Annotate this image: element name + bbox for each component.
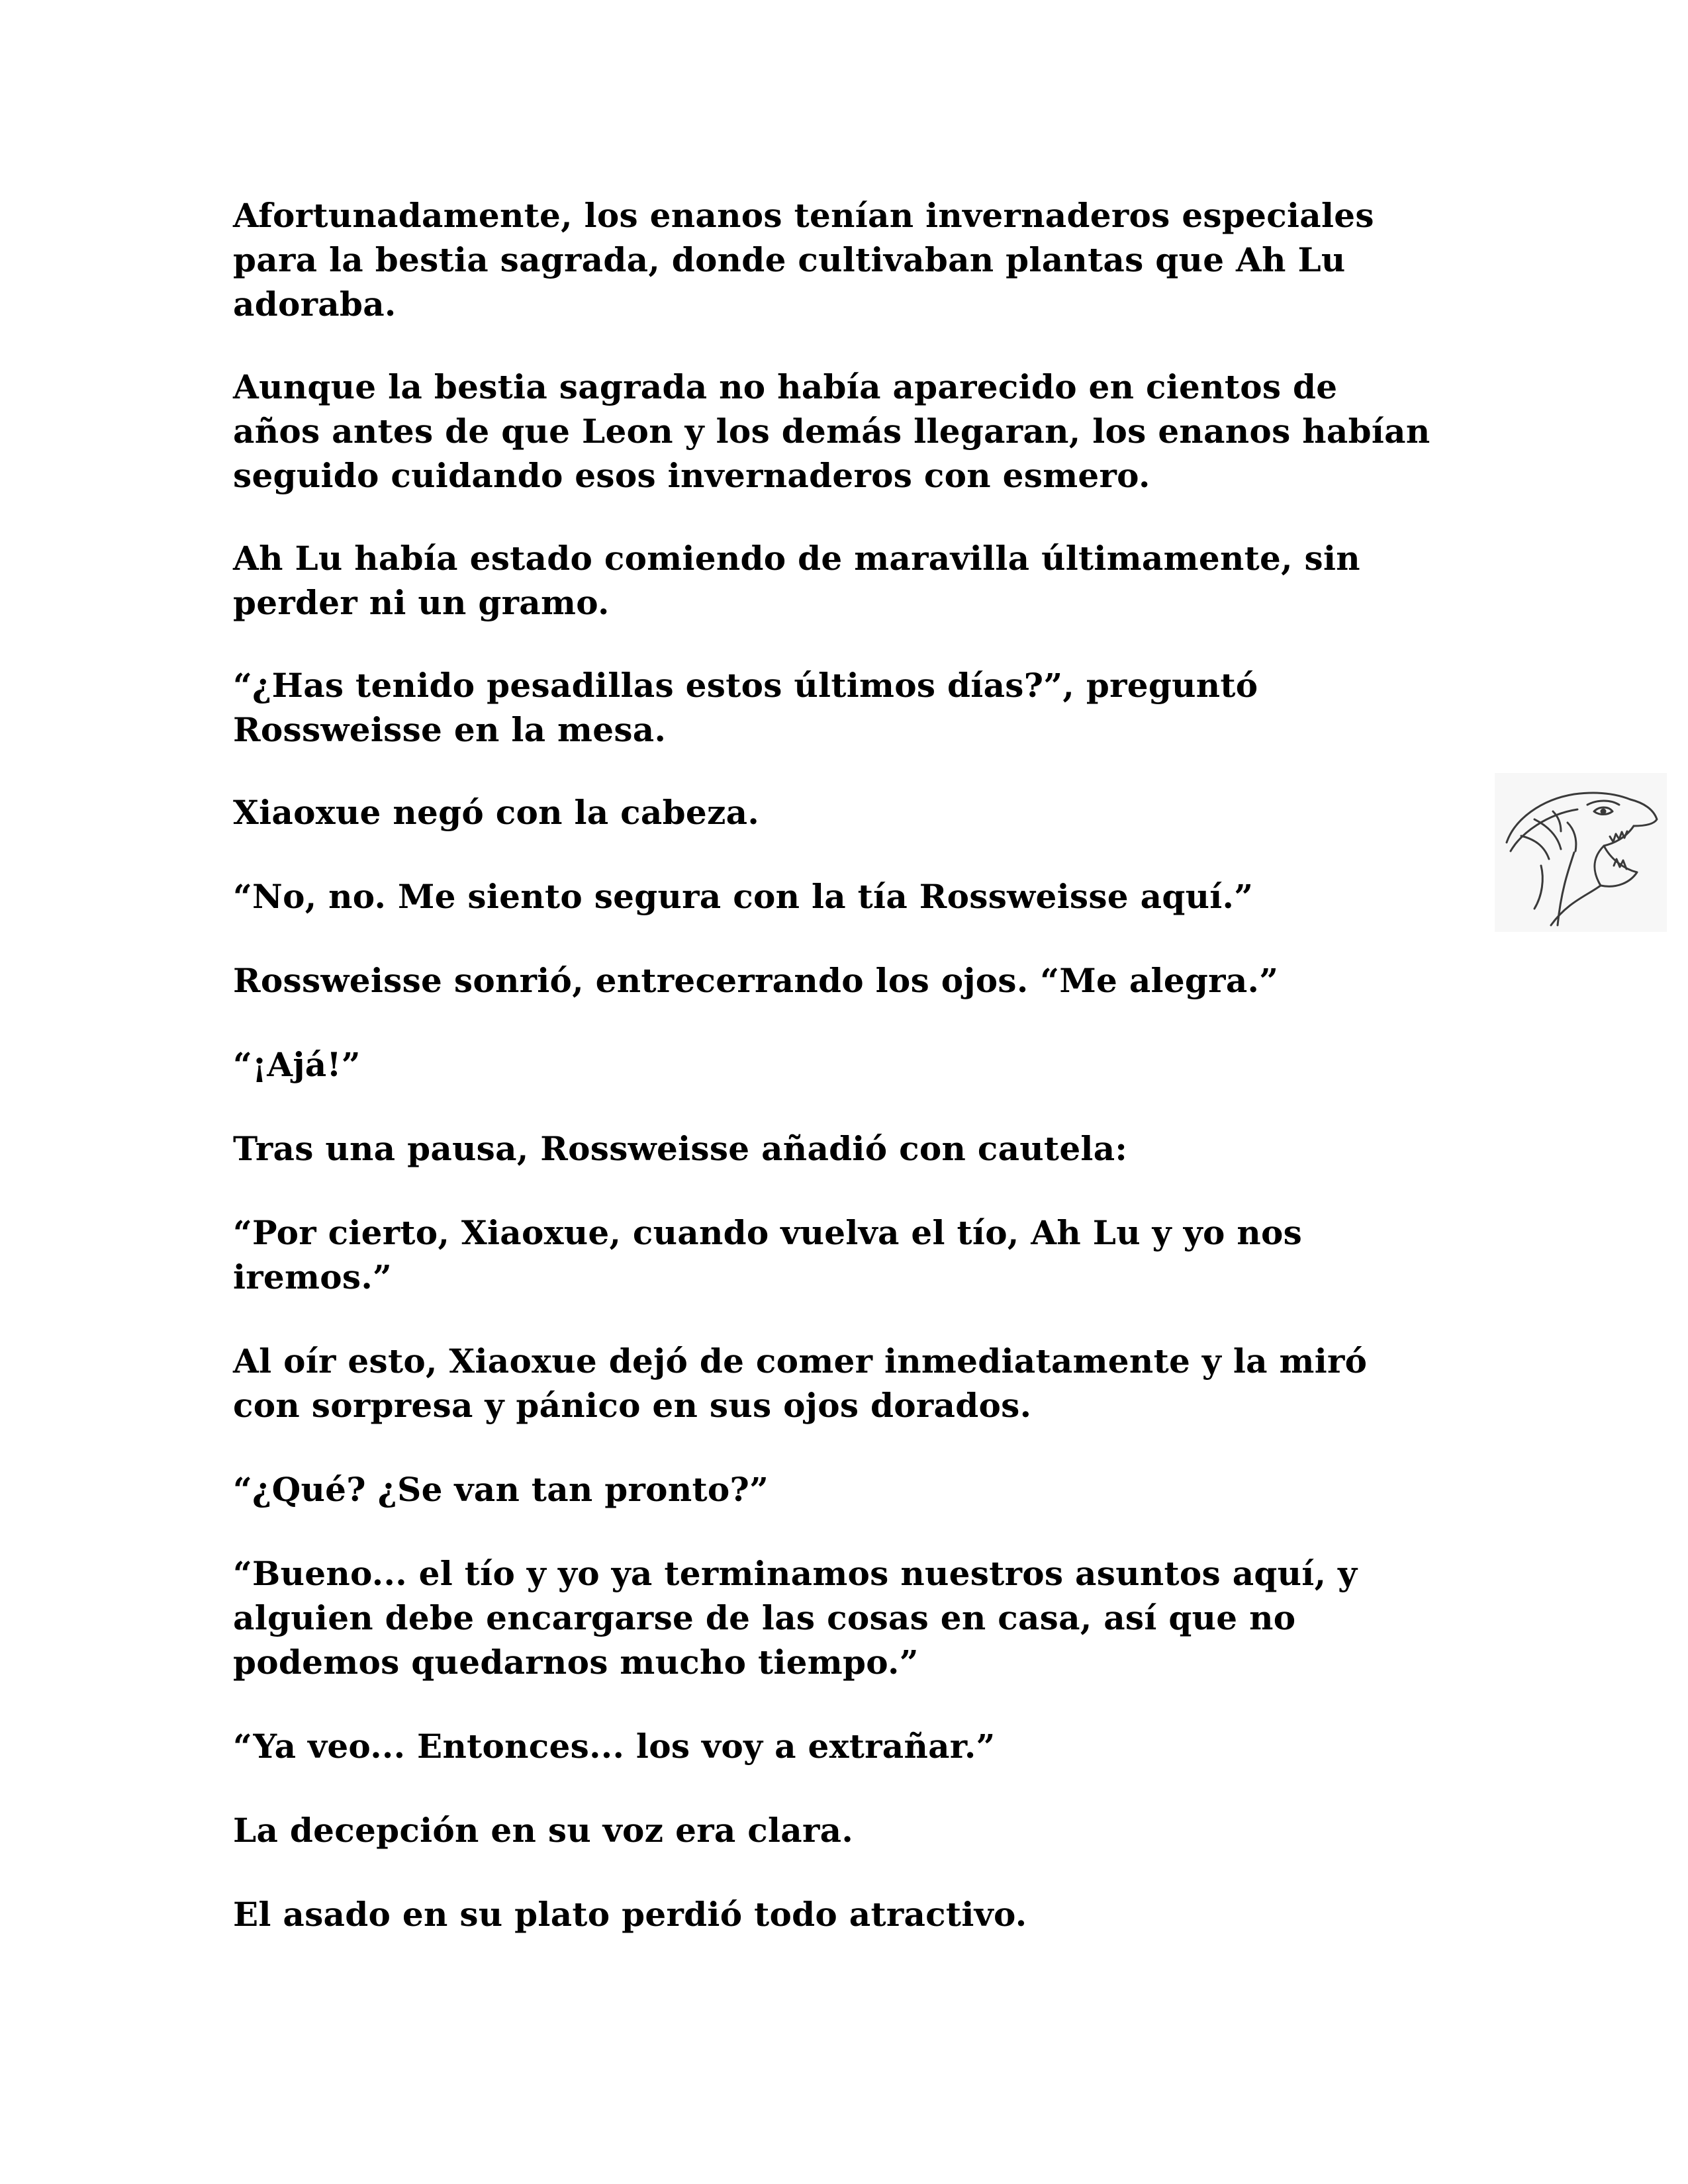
paragraph-3: Ah Lu había estado comiendo de maravilla últimamente, sin perder ni un gramo. [233, 539, 1360, 622]
paragraph-9: Tras una pausa, Rossweisse añadió con cautela: [233, 1129, 1128, 1168]
paragraph-11: Al oír esto, Xiaoxue dejó de comer inmediatamente y la miró con sorpresa y pánico en sus ojos dorados. [233, 1342, 1368, 1425]
paragraph-16: El asado en su plato perdió todo atractivo. [233, 1895, 1027, 1934]
paragraph-5: Xiaoxue negó con la cabeza. [233, 793, 760, 832]
paragraph-12: “¿Qué? ¿Se van tan pronto?” [233, 1470, 769, 1509]
paragraph-15: La decepción en su voz era clara. [233, 1811, 854, 1850]
paragraph-7: Rossweisse sonrió, entrecerrando los ojos. “Me alegra.” [233, 961, 1279, 1000]
body-text [233, 193, 1477, 1976]
paragraph-2: Aunque la bestia sagrada no había aparecido en cientos de años antes de que Leon y los demás llegaran, los enanos habían seguido cuidando esos invernaderos con esmero. [233, 367, 1430, 495]
paragraph-13: “Bueno... el tío y yo ya terminamos nuestros asuntos aquí, y alguien debe encargarse de las cosas en casa, así que no podemos quedarnos mucho tiempo.” [233, 1554, 1358, 1682]
paragraph-6: “No, no. Me siento segura con la tía Rossweisse aquí.” [233, 877, 1254, 916]
paragraph-8: “¡Ajá!” [233, 1045, 361, 1084]
dinosaur-head-icon [1495, 773, 1667, 932]
paragraph-10: “Por cierto, Xiaoxue, cuando vuelva el tío, Ah Lu y yo nos iremos.” [233, 1213, 1303, 1297]
paragraph-14: “Ya veo... Entonces... los voy a extrañar.” [233, 1727, 996, 1766]
paragraph-1: Afortunadamente, los enanos tenían invernaderos especiales para la bestia sagrada, donde cultivaban plantas que Ah Lu adoraba. [233, 196, 1374, 324]
paragraph-4: “¿Has tenido pesadillas estos últimos días?”, preguntó Rossweisse en la mesa. [233, 666, 1258, 749]
